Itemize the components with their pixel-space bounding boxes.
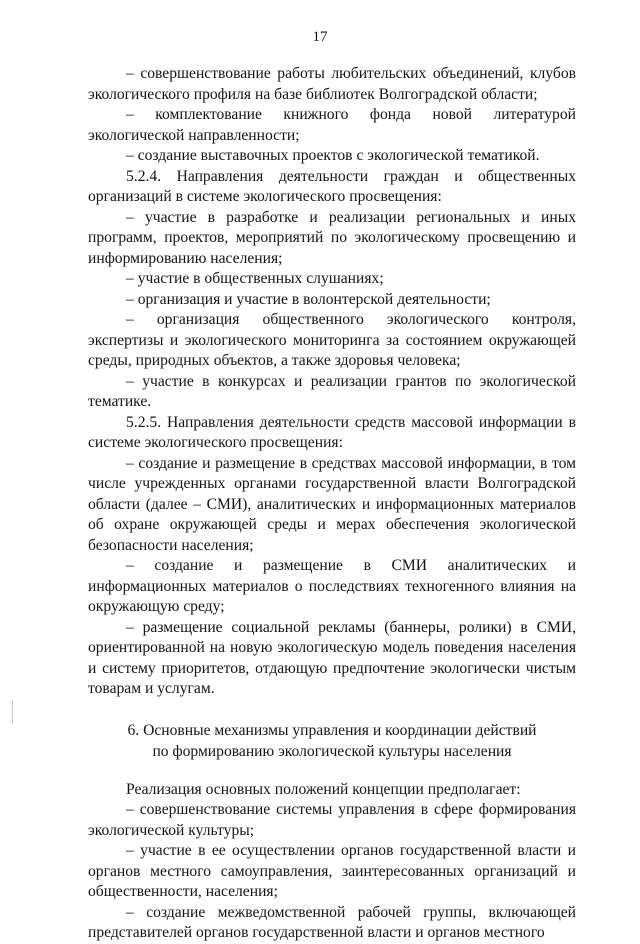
page-number: 17 — [312, 29, 328, 45]
paragraph: – создание выставочных проектов с экологической тематикой. — [126, 147, 540, 164]
document-body — [88, 64, 576, 944]
paragraph: – участие в общественных слушаниях; — [126, 270, 384, 287]
paragraph: – организация и участие в волонтерской деятельности; — [126, 290, 491, 308]
section-heading — [88, 720, 576, 762]
paragraph: – организация общественного экологического контроля, экспертизы и экологического мониторинга за состоянием окружающей среды, природных объектов, а также здоровья человека; — [88, 311, 576, 369]
section-heading-line: по формированию экологической культуры населения — [152, 742, 512, 760]
margin-scan-mark — [12, 700, 13, 724]
paragraph: – комплектование книжного фонда новой литературой экологической направленности; — [88, 106, 576, 144]
subsection-title: 5.2.4. Направления деятельности граждан и общественных организаций в системе экологического просвещения: — [88, 167, 576, 205]
paragraph: – участие в ее осуществлении органов государственной власти и органов местного самоуправления, заинтересованных организаций и общественности, населения; — [88, 842, 576, 900]
paragraph: – участие в разработке и реализации региональных и иных программ, проектов, мероприятий по экологическому просвещению и информированию населения; — [88, 208, 576, 267]
subsection-title: 5.2.5. Направления деятельности средств массовой информации в системе экологического просвещения: — [88, 413, 576, 451]
paragraph: – размещение социальной рекламы (баннеры, ролики) в СМИ, ориентированной на новую экологическую модель поведения населения и систему приоритетов, отдающую предпочтение экологически чистым товарам и услугам. — [88, 618, 576, 697]
paragraph: – создание межведомственной рабочей группы, включающей представителей органов государственной власти и органов местного — [88, 903, 576, 941]
section-heading-line: 6. Основные механизмы управления и координации действий — [127, 721, 537, 739]
paragraph: – создание и размещение в средствах массовой информации, в том числе учрежденных органами государственной власти Волгоградской области (далее – СМИ), аналитических и информационных материалов об охране окружающей среды и мерах обеспечения экологической безопасности населения; — [88, 454, 576, 554]
paragraph: – совершенствование работы любительских объединений, клубов экологического профиля на базе библиотек Волгоградской области; — [88, 65, 576, 103]
paragraph: Реализация основных положений концепции предполагает: — [126, 780, 521, 798]
paragraph: – создание и размещение в СМИ аналитических и информационных материалов о последствиях техногенного влияния на окружающую среду; — [88, 557, 576, 615]
paragraph: – участие в конкурсах и реализации грантов по экологической тематике. — [88, 372, 576, 410]
paragraph: – совершенствование системы управления в сфере формирования экологической культуры; — [88, 801, 576, 839]
